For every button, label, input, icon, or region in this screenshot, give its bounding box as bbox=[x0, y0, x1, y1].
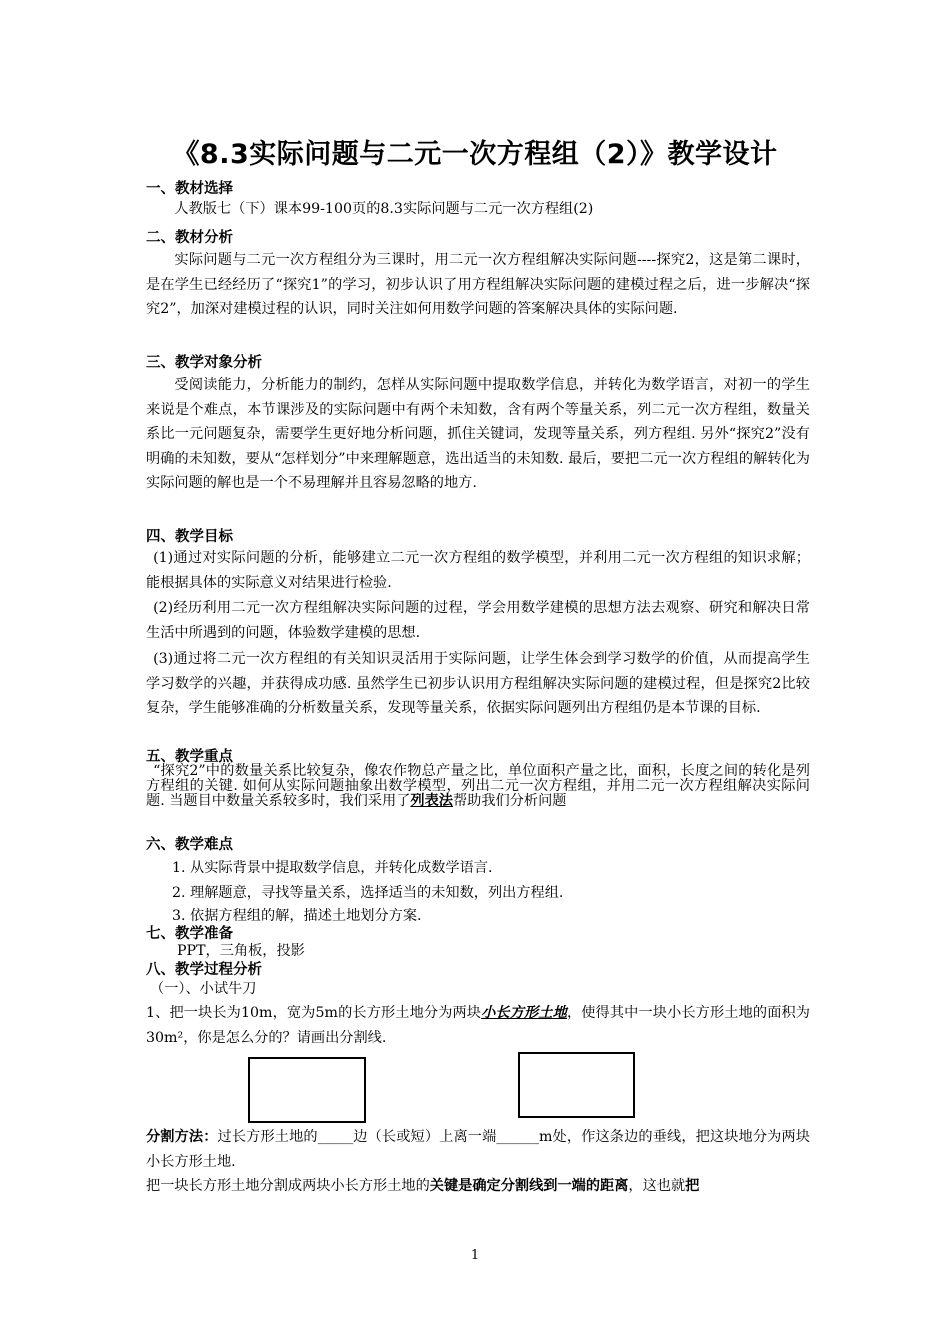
process-subheading: （一）、小试牛刀 bbox=[150, 981, 257, 997]
textbook-choice-text: 人教版七（下）课本99-100页的8.3实际问题与二元一次方程组(2) bbox=[174, 201, 594, 217]
teaching-goal-1: (1)通过对实际问题的分析，能够建立二元一次方程组的数学模型，并利用二元一次方程组的知识求解；能根据具体的实际意义对结果进行检验. bbox=[146, 550, 810, 591]
student-analysis-text: 受阅读能力，分析能力的制约，怎样从实际问题中提取数学信息，并转化为数学语言，对初一的学生来说是个难点，本节课涉及的实际问题中有两个未知数，含有两个等量关系，列二元一次方程组，数量关系比一元问题复杂，需要学生更好地分析问题，抓住关键词，发现等量关系，列方程组. 另外“探究2”没有明确的未知数，要从“怎样划分”中来理解题意，选出适当的未知数. 最后，要把二元一次方程组的解转化为实际问题的解也是一个不易理解并且容易忽略的地方. bbox=[146, 377, 810, 491]
difficulty-item-3: 3. 依据方程组的解，描述土地划分方案. bbox=[172, 908, 422, 924]
split-method-text-b: 边（长或短）上离一端 bbox=[353, 1129, 497, 1145]
split-method-text-c: m处，作这条边的垂线，把这块地分为两块小长方形土地. bbox=[146, 1129, 810, 1170]
split-key-text-b: ，这也就 bbox=[628, 1178, 686, 1194]
teaching-focus-text bbox=[146, 764, 810, 809]
rectangle-figure-1 bbox=[248, 1057, 366, 1123]
rectangle-figure-2 bbox=[518, 1052, 635, 1118]
page-number: 1 bbox=[470, 1248, 480, 1263]
teaching-focus-text-b: 帮助我们分析问题 bbox=[452, 793, 567, 809]
teaching-focus-text-a: “探究2”中的数量关系比较复杂，像农作物总产量之比，单位面积产量之比，面积，长度之间的转化是列方程组的关键. 如何从实际问题抽象出数学模型，列出二元一次方程组，并用二元一次方程组解决实际问题. 当题目中数量关系较多时，我们采用了 bbox=[146, 763, 810, 809]
split-method bbox=[146, 1125, 810, 1174]
page-title: 《8.3实际问题与二元一次方程组（2）》教学设计 bbox=[172, 139, 778, 170]
textbook-analysis-text: 实际问题与二元一次方程组分为三课时，用二元一次方程组解决实际问题----探究2，这是第二课时，是在学生已经经历了“探究1”的学习，初步认识了用方程组解决实际问题的建模过程之后，进一步解决“探究2”，加深对建模过程的认识，同时关注如何用数学问题的答案解决具体的实际问题. bbox=[146, 252, 810, 317]
heading-student-analysis: 三、教学对象分析 bbox=[146, 355, 262, 371]
split-method-text-a: 过长方形土地的 bbox=[217, 1129, 318, 1145]
question-1-emphasis: 小长方形土地 bbox=[481, 1005, 567, 1021]
split-method-blank-1: _____ bbox=[317, 1129, 354, 1145]
split-key-bold-2: 把 bbox=[685, 1178, 700, 1194]
teaching-goal-2: (2)经历利用二元一次方程组解决实际问题的过程，学会用数学建模的思想方法去观察、研究和解决日常生活中所遇到的问题，体验数学建模的思想. bbox=[146, 600, 810, 641]
heading-textbook-choice: 一、教材选择 bbox=[146, 181, 233, 197]
question-1 bbox=[146, 1001, 810, 1050]
heading-teaching-preparation: 七、教学准备 bbox=[146, 926, 233, 942]
heading-teaching-focus: 五、教学重点 bbox=[146, 749, 233, 765]
teaching-preparation-text: PPT，三角板，投影 bbox=[177, 943, 305, 959]
teaching-focus-emphasis: 列表法 bbox=[410, 793, 453, 809]
split-key-point bbox=[146, 1174, 810, 1199]
heading-teaching-goals: 四、教学目标 bbox=[146, 529, 233, 545]
question-1-text-b: ，使得其中一块小长方形土地的面积为30m²，你是怎么分的？请画出分割线. bbox=[146, 1005, 810, 1046]
difficulty-item-2: 2. 理解题意，寻找等量关系，选择适当的未知数，列出方程组. bbox=[172, 885, 564, 901]
question-1-text-a: 1、把一块长为10m，宽为5m的长方形土地分为两块 bbox=[146, 1005, 482, 1021]
split-key-text-a: 把一块长方形土地分割成两块小长方形土地的 bbox=[146, 1178, 430, 1194]
split-key-bold: 关键是确定分割线到一端的距离 bbox=[429, 1178, 629, 1194]
heading-textbook-analysis: 二、教材分析 bbox=[146, 230, 233, 246]
heading-teaching-process: 八、教学过程分析 bbox=[146, 962, 262, 978]
split-method-label: 分割方法： bbox=[146, 1129, 218, 1145]
split-method-blank-2: ______ bbox=[496, 1129, 539, 1145]
teaching-goal-3: (3)通过将二元一次方程组的有关知识灵活用于实际问题，让学生体会到学习数学的价值，从而提高学生学习数学的兴趣，并获得成功感. 虽然学生已初步认识用方程组解决实际问题的建模过程，但是探究2比较复杂，学生能够准确的分析数量关系，发现等量关系，依据实际问题列出方程组仍是本节课的目标. bbox=[146, 651, 810, 716]
heading-teaching-difficulty: 六、教学难点 bbox=[146, 837, 233, 853]
difficulty-item-1: 1. 从实际背景中提取数学信息，并转化成数学语言. bbox=[172, 860, 493, 876]
